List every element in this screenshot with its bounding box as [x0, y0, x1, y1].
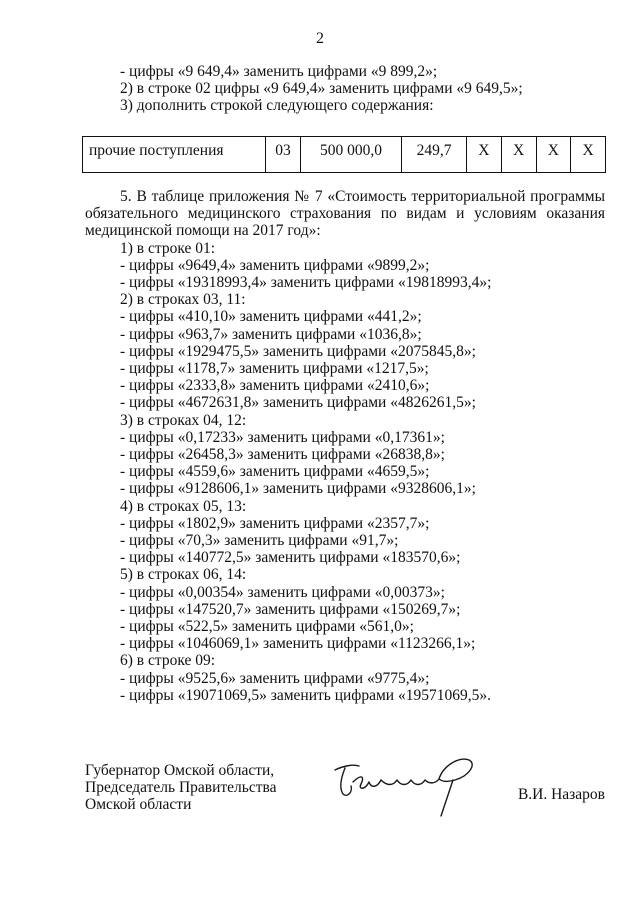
page-number: 2: [316, 30, 324, 47]
section-heading-line: медицинской помощи на 2017 год»:: [85, 222, 321, 240]
amendment-item: - цифры «2333,8» заменить цифрами «2410,6»;: [120, 377, 430, 395]
signatory-title: [85, 762, 277, 814]
amendment-item: - цифры «9525,6» заменить цифрами «9775,4»;: [120, 669, 430, 687]
table-row: [83, 137, 606, 173]
intro-line: 3) дополнить строкой следующего содержания:: [120, 97, 434, 115]
amendment-list: [0, 240, 640, 704]
amendment-item: - цифры «19318993,4» заменить цифрами «19818993,4»;: [120, 274, 492, 292]
amendment-group-heading: 5) в строках 06, 14:: [120, 566, 247, 584]
amendment-item: - цифры «963,7» заменить цифрами «1036,8»;: [120, 325, 422, 343]
amendment-item: - цифры «522,5» заменить цифрами «561,0»;: [120, 618, 414, 636]
added-row-table: [82, 136, 606, 173]
handwritten-signature: [331, 752, 481, 822]
cell-x: Х: [501, 137, 536, 173]
amendment-item: - цифры «140772,5» заменить цифрами «183570,6»;: [120, 549, 461, 567]
amendment-group-heading: 6) в строке 09:: [120, 652, 216, 670]
cell-x: Х: [536, 137, 571, 173]
cell-name: прочие поступления: [83, 137, 266, 173]
amendment-item: - цифры «1802,9» заменить цифрами «2357,7»;: [120, 514, 430, 532]
amendment-item: - цифры «1929475,5» заменить цифрами «2075845,8»;: [120, 342, 476, 360]
cell-x: Х: [467, 137, 502, 173]
section-5: [0, 188, 640, 704]
section-heading-line: обязательного медицинского страхования по видам и условиям оказания: [85, 205, 605, 223]
amendment-item: - цифры «4559,6» заменить цифрами «4659,5»;: [120, 463, 430, 481]
amendment-item: - цифры «9128606,1» заменить цифрами «9328606,1»;: [120, 480, 476, 498]
amendment-item: - цифры «1178,7» заменить цифрами «1217,5»;: [120, 360, 429, 378]
section-heading-line: 5. В таблице приложения № 7 «Стоимость территориальной программы: [120, 188, 605, 205]
cell-x: Х: [571, 137, 606, 173]
intro-line: - цифры «9 649,4» заменить цифрами «9 899,2»;: [120, 63, 438, 80]
amendment-group-heading: 2) в строках 03, 11:: [120, 291, 246, 309]
amendment-group-heading: 4) в строках 05, 13:: [120, 497, 247, 515]
amendment-item: - цифры «19071069,5» заменить цифрами «19571069,5».: [120, 686, 491, 704]
cell-code: 03: [266, 137, 301, 173]
intro-line: 2) в строке 02 цифры «9 649,4» заменить цифрами «9 649,5»;: [120, 80, 523, 98]
amendment-item: - цифры «147520,7» заменить цифрами «150269,7»;: [120, 600, 461, 618]
amendment-item: - цифры «1046069,1» заменить цифрами «1123266,1»;: [120, 635, 476, 653]
cell-percent: 249,7: [402, 137, 467, 173]
amendment-item: - цифры «9649,4» заменить цифрами «9899,2»;: [120, 256, 430, 274]
amendment-item: - цифры «70,3» заменить цифрами «91,7»;: [120, 532, 399, 550]
signatory-title-line: Губернатор Омской области,: [85, 762, 275, 779]
amendment-item: - цифры «410,10» заменить цифрами «441,2»;: [120, 308, 422, 326]
cell-amount: 500 000,0: [301, 137, 402, 173]
signatory-title-line: Омской области: [85, 796, 192, 814]
signatory-name: В.И. Назаров: [517, 786, 605, 803]
amendment-item: - цифры «4672631,8» заменить цифрами «4826261,5»;: [120, 394, 476, 412]
amendment-group-heading: 1) в строке 01:: [120, 239, 216, 257]
amendment-group-heading: 3) в строках 04, 12:: [120, 411, 247, 429]
amendment-intro: [0, 63, 640, 115]
signatory-title-line: Председатель Правительства: [85, 779, 277, 797]
amendment-item: - цифры «0,00354» заменить цифрами «0,00373»;: [120, 583, 445, 601]
amendment-item: - цифры «26458,3» заменить цифрами «26838,8»;: [120, 446, 445, 464]
amendment-item: - цифры «0,17233» заменить цифрами «0,17361»;: [120, 428, 445, 446]
